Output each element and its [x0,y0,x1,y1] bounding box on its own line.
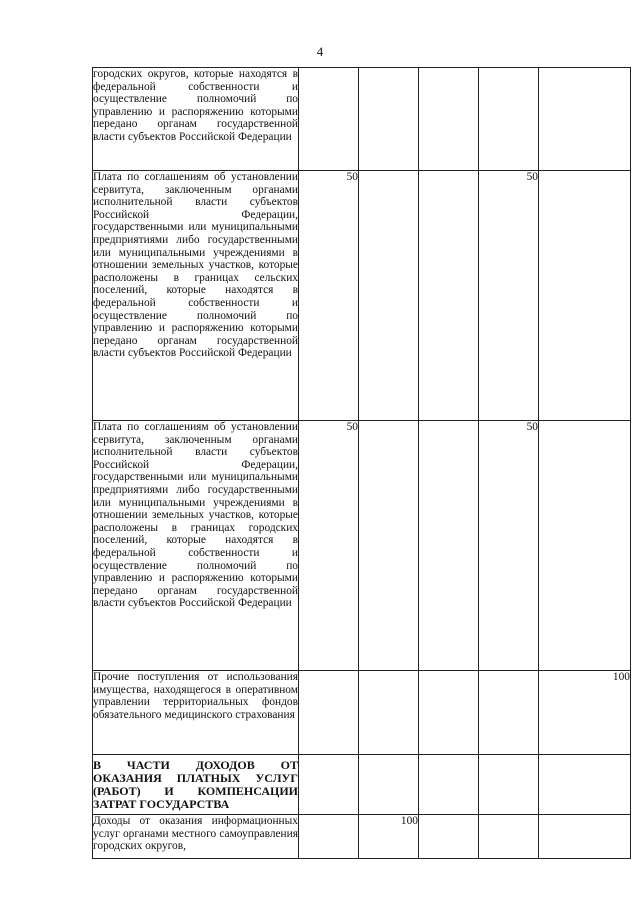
value-cell-2 [359,755,419,815]
table-row [93,171,631,421]
value-cell-5 [539,421,631,671]
value-cell-2 [359,671,419,755]
value-cell-1: 50 [299,171,359,421]
table-row [93,671,631,755]
value-cell-4 [479,68,539,171]
value-cell-4: 50 [479,171,539,421]
value-cell-2 [359,171,419,421]
value-cell-5 [539,815,631,859]
value-cell-1 [299,68,359,171]
row-description: Плата по соглашениям об установлении сервитута, заключенным органами исполнительной власти субъектов Российской Федерации, государственными или муниципальными предприятиями либо государственными или муниципальными учреждениями в отношении земельных участков, которые расположены в границах сельских поселений, которые находятся в федеральной собственности и осуществление полномочий по управлению и распоряжению которыми передано органам государственной власти субъектов Российской Федерации [93,171,299,421]
section-heading: В ЧАСТИ ДОХОДОВ ОТ ОКАЗАНИЯ ПЛАТНЫХ УСЛУГ (РАБОТ) И КОМПЕНСАЦИИ ЗАТРАТ ГОСУДАРСТВА [93,755,299,815]
row-description: Прочие поступления от использования имущества, находящегося в оперативном управлении территориальных фондов обязательного медицинского страхования [93,671,299,755]
value-cell-3 [419,671,479,755]
row-description: городских округов, которые находятся в федеральной собственности и осуществление полномочий по управлению и распоряжению которыми передано органам государственной власти субъектов Российской Федерации [93,68,299,171]
row-description: Доходы от оказания информационных услуг органами местного самоуправления городских округов, [93,815,299,859]
value-cell-2 [359,68,419,171]
value-cell-1 [299,671,359,755]
value-cell-2: 100 [359,815,419,859]
budget-distribution-table [92,67,631,859]
value-cell-5: 100 [539,671,631,755]
value-cell-3 [419,171,479,421]
value-cell-5 [539,68,631,171]
value-cell-3 [419,755,479,815]
value-cell-4: 50 [479,421,539,671]
table-row [93,68,631,171]
row-description: Плата по соглашениям об установлении сервитута, заключенным органами исполнительной власти субъектов Российской Федерации, государственными или муниципальными предприятиями либо государственными или муниципальными учреждениями в отношении земельных участков, которые расположены в границах городских поселений, которые находятся в федеральной собственности и осуществление полномочий по управлению и распоряжению которыми передано органам государственной власти субъектов Российской Федерации [93,421,299,671]
value-cell-1: 50 [299,421,359,671]
table-row [93,815,631,859]
value-cell-4 [479,815,539,859]
value-cell-5 [539,755,631,815]
table-row [93,755,631,815]
page-number: 4 [316,44,324,59]
value-cell-1 [299,815,359,859]
value-cell-2 [359,421,419,671]
value-cell-1 [299,755,359,815]
value-cell-3 [419,815,479,859]
value-cell-3 [419,421,479,671]
table-row [93,421,631,671]
value-cell-5 [539,171,631,421]
value-cell-3 [419,68,479,171]
value-cell-4 [479,671,539,755]
value-cell-4 [479,755,539,815]
